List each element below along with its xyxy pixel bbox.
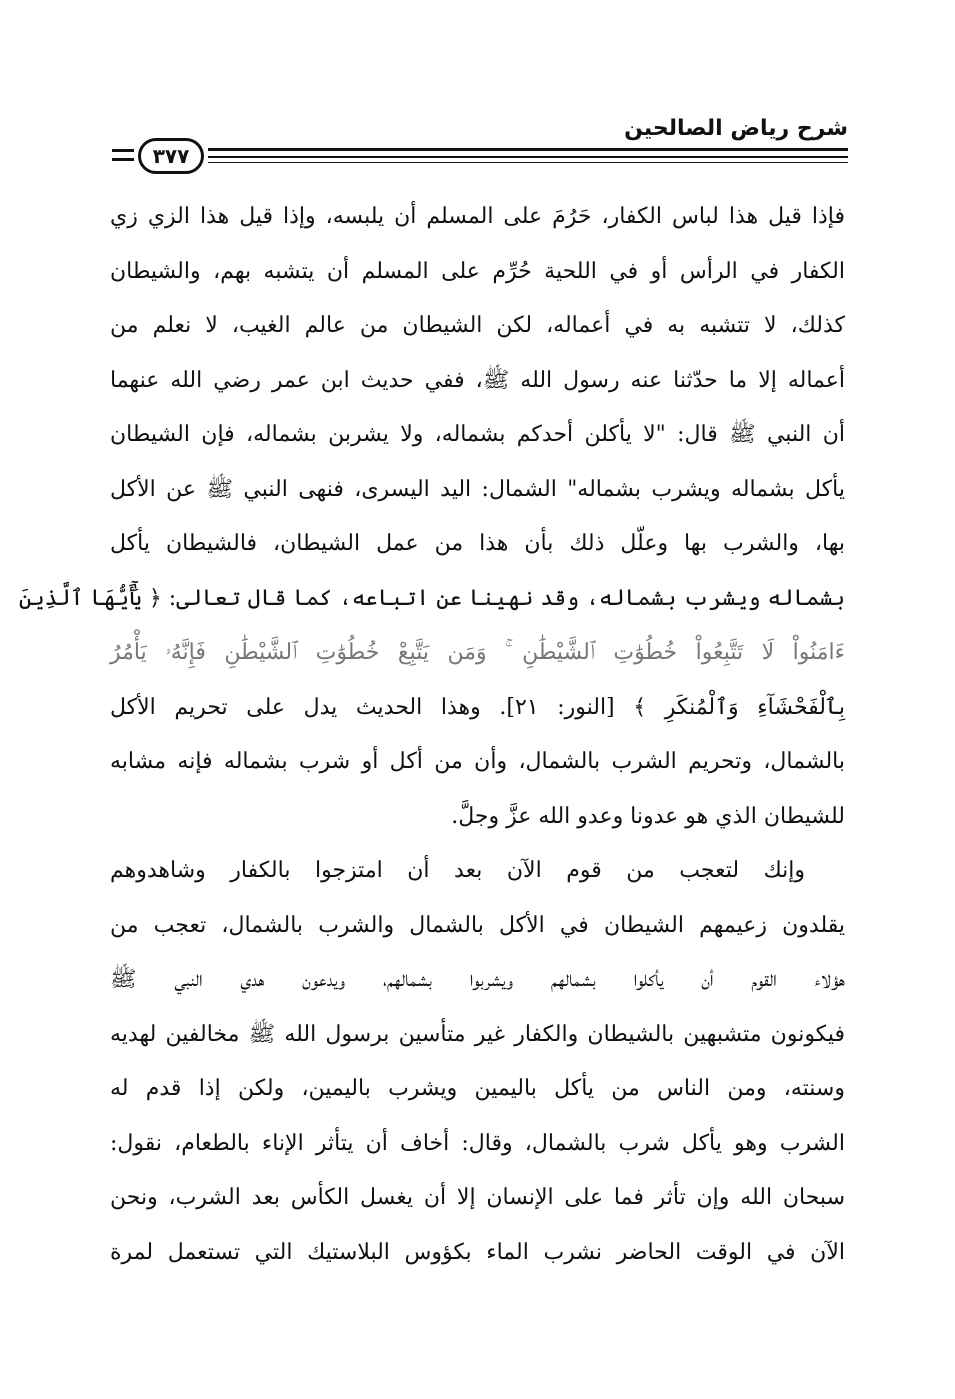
- book-title: شرح رياض الصالحين: [624, 116, 848, 141]
- body-text: [18, 190, 845, 1280]
- text-line: أن النبي ﷺ قال: "لا يأكلن أحدكم بشماله، ولا يشربن بشماله، فإن الشيطان: [110, 422, 845, 447]
- text-line: كذلك، لا تتشبه به في أعماله، لكن الشيطان من عالم الغيب، لا نعلم من: [110, 313, 845, 338]
- text-line: وسنته، ومن الناس من يأكل باليمين ويشرب باليمين، ولكن إذا قدم له: [110, 1076, 845, 1101]
- header-rule: [208, 148, 848, 151]
- text-line: الآن في الوقت الحاضر نشرب الماء بكؤوس البلاستيك التي تستعمل لمرة: [110, 1239, 845, 1265]
- header-rule: [112, 149, 134, 152]
- text-line: بها، والشرب بها وعلّل ذلك بأن هذا من عمل الشيطان، فالشيطان يأكل: [110, 531, 845, 556]
- paragraph: [18, 190, 845, 844]
- header-rule: [112, 158, 134, 161]
- text-line: يأكل بشماله ويشرب بشماله" الشمال: اليد اليسرى، فنهى النبي ﷺ عن الأكل: [110, 476, 845, 502]
- text-line: بالشمال، وتحريم الشرب بالشمال، وأن من أكل أو شرب بشماله فإنه مشابه: [110, 749, 845, 774]
- text-line: يقلدون زعيمهم الشيطان في الأكل بالشمال والشرب بالشمال، تعجب من: [110, 912, 845, 938]
- text-line: أعماله إلا ما حدّثنا عنه رسول الله ﷺ، ففي حديث ابن عمر رضي الله عنهما: [110, 367, 845, 393]
- text-line: هؤلاء القوم أن يأكلوا بشمالهم ويشربوا بشمالهم، ويدعون هدي النبي ﷺ: [110, 967, 845, 992]
- header-rule: [208, 162, 848, 163]
- text-line: بِٱلْفَحْشَآءِ وَٱلْمُنكَرِ ﴾ [النور: ٢١]. وهذا الحديث يدل على تحريم الأكل: [110, 694, 845, 720]
- text-line: للشيطان الذي هو عدونا وعدو الله عزَّ وجلَّ.: [451, 803, 845, 829]
- text-line: بشماله ويشرب بشماله، وقد نهينا عن اتباعه، كما قال تعالى: ﴿ يَٰٓأَيُّهَا ٱلَّذِينَ: [18, 585, 845, 611]
- quran-verse-line: ءَامَنُواْ لَا تَتَّبِعُواْ خُطُوَٰتِ ٱلشَّيْطَٰنِ ۚ وَمَن يَتَّبِعْ خُطُوَٰتِ ٱلشَّيْطَٰنِ فَإِنَّهُۥ يَأْمُرُ: [110, 640, 845, 665]
- text-line: الكفار في الرأس أو في اللحية حُرِّم على المسلم أن يتشبه بهم، والشيطان: [110, 258, 845, 284]
- text-line: فإذا قيل هذا لباس الكفار، حَرُمَ على المسلم أن يلبسه، وإذا قيل هذا الزي زي: [110, 204, 845, 229]
- text-line: الشرب وهو يأكل شرب بالشمال، وقال: أخاف أن يتأثر الإناء بالطعام، نقول:: [110, 1130, 845, 1156]
- page-number: ٣٧٧: [138, 138, 204, 174]
- text-line: وإنك لتعجب من قوم الآن بعد أن امتزجوا بالكفار وشاهدوهم: [110, 858, 805, 883]
- paragraph: [110, 844, 845, 1280]
- text-line: سبحان الله وإن تأثر فما على الإنسان إلا أن يغسل الكأس بعد الشرب، ونحن: [110, 1185, 845, 1210]
- page-header: [112, 108, 848, 178]
- header-rule: [208, 156, 848, 158]
- text-line: فيكونون متشبهين بالشيطان والكفار غير متأسين برسول الله ﷺ مخالفين لهديه: [110, 1021, 845, 1047]
